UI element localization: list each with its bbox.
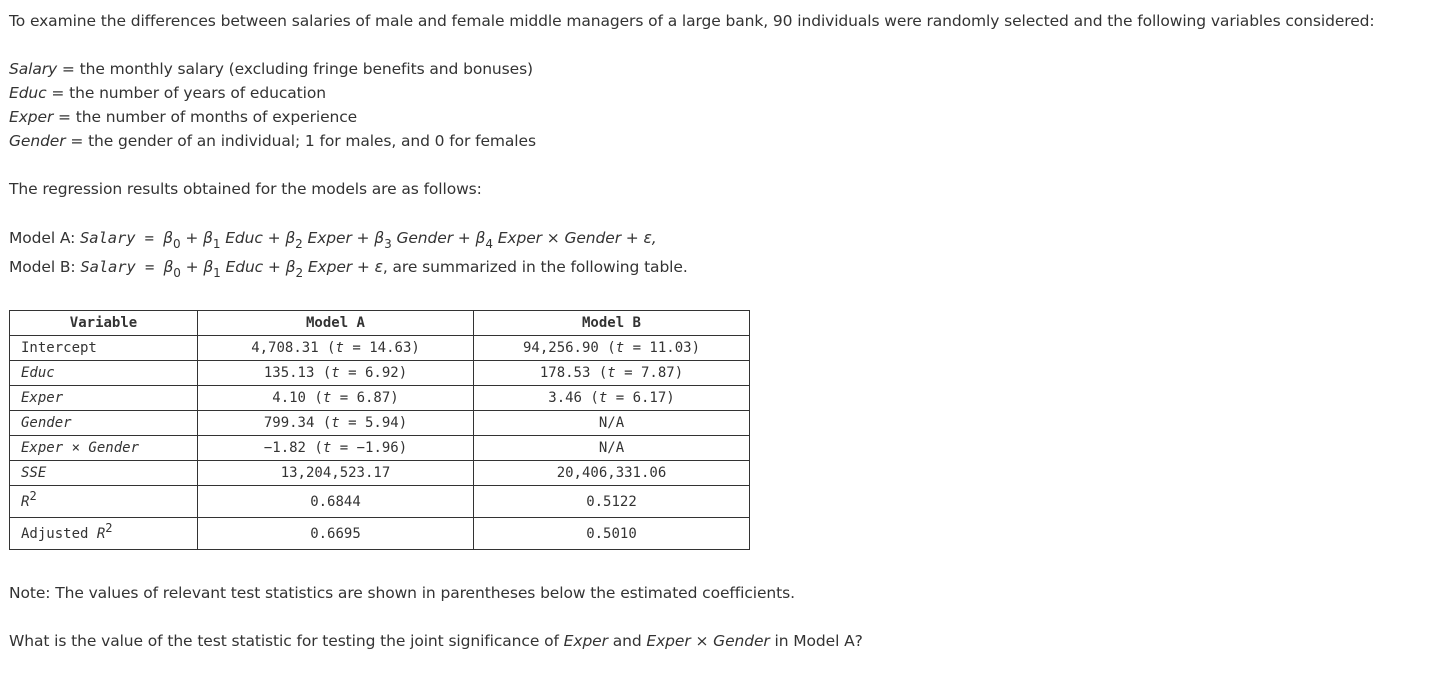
model-a-cell (198, 361, 474, 386)
coef-value: 3.46 ( (548, 390, 599, 406)
row-label: SSE (10, 461, 198, 486)
error-term: + ε, (620, 229, 657, 247)
t-value: = 6.17) (607, 390, 675, 406)
var-gender: Gender (391, 229, 453, 247)
coef-value: 4,708.31 ( (251, 340, 336, 356)
definition-exper (9, 107, 357, 127)
beta-2-sub: 2 (295, 266, 303, 280)
beta-3-sub: 3 (384, 237, 392, 251)
beta-1: + β (180, 258, 214, 276)
model-a-cell: 0.6844 (198, 486, 474, 518)
t-symbol: t (335, 340, 344, 356)
model-a-cell (198, 336, 474, 361)
model-b-cell: 0.5122 (474, 486, 750, 518)
t-value: = 7.87) (615, 365, 684, 381)
coef-value: 799.34 ( (263, 415, 332, 431)
t-symbol: t (322, 390, 332, 406)
model-lhs: Salary (80, 258, 136, 276)
question-var-2: Exper × Gender (646, 632, 770, 650)
coef-value: 4.10 ( (272, 390, 323, 406)
model-b-equation (9, 257, 688, 278)
model-b-cell (474, 361, 750, 386)
model-b-cell (474, 336, 750, 361)
table-row (10, 518, 750, 550)
beta-4: + β (452, 229, 486, 247)
table-row (10, 486, 750, 518)
coef-value: 94,256.90 ( (522, 340, 616, 356)
r-symbol: R (21, 493, 30, 510)
model-eq: = (135, 258, 164, 276)
beta-2: + β (263, 258, 296, 276)
model-b-cell: N/A (474, 411, 750, 436)
model-a-cell (198, 436, 474, 461)
definition-var: Exper (9, 108, 54, 126)
intro-paragraph: To examine the differences between salaries of male and female middle managers of a large bank, 90 individuals were randomly selected and the following variables considered: (9, 12, 1375, 30)
beta-2: + β (262, 229, 296, 247)
t-value: = 5.94) (339, 415, 408, 431)
definition-educ (9, 83, 326, 103)
coef-value: −1.82 ( (263, 440, 323, 456)
table-row (10, 461, 750, 486)
var-exper: Exper (302, 229, 352, 247)
coef-value: 178.53 ( (539, 365, 608, 381)
beta-0-sub: 0 (173, 266, 181, 280)
beta-0-sub: 0 (172, 237, 181, 251)
header-model-a: Model A (198, 311, 474, 336)
beta-0: β (163, 258, 174, 276)
label-prefix: Adjusted (21, 525, 97, 542)
model-lhs: Salary (80, 229, 136, 247)
beta-1-sub: 1 (212, 237, 221, 251)
model-a-equation (9, 228, 657, 249)
row-label: Exper (10, 386, 198, 411)
note-paragraph: Note: The values of relevant test statistics are shown in parentheses below the estimated coefficients. (9, 584, 795, 602)
regression-intro: The regression results obtained for the models are as follows: (9, 180, 482, 198)
t-value: = 6.87) (331, 390, 399, 406)
row-label (10, 486, 198, 518)
model-b-cell: 20,406,331.06 (474, 461, 750, 486)
model-b-cell: 0.5010 (474, 518, 750, 550)
definition-gender (9, 131, 536, 151)
model-a-cell: 0.6695 (198, 518, 474, 550)
beta-1: + β (180, 229, 213, 247)
var-exper: Exper (303, 258, 353, 276)
question-var-1: Exper (563, 632, 608, 650)
t-value: = 6.92) (339, 365, 408, 381)
model-prefix: Model B: (9, 258, 81, 276)
t-symbol: t (322, 440, 332, 456)
beta-1-sub: 1 (213, 266, 221, 280)
beta-0: β (163, 229, 173, 247)
definition-text: = the number of months of experience (53, 108, 358, 126)
regression-results-table (9, 310, 750, 550)
model-prefix: Model A: (9, 229, 81, 247)
question-mid: and (607, 632, 647, 650)
definition-var: Educ (9, 84, 47, 102)
definition-var: Gender (9, 132, 66, 150)
t-value: = −1.96) (331, 440, 408, 456)
table-row (10, 361, 750, 386)
table-row (10, 411, 750, 436)
model-a-cell: 13,204,523.17 (198, 461, 474, 486)
t-symbol: t (331, 365, 340, 381)
r-symbol: R (96, 525, 106, 542)
model-b-cell: N/A (474, 436, 750, 461)
row-label: Educ (10, 361, 198, 386)
model-a-cell (198, 411, 474, 436)
header-variable: Variable (10, 311, 198, 336)
beta-3: + β (351, 229, 385, 247)
var-educ: Educ (220, 229, 263, 247)
model-b-cell (474, 386, 750, 411)
question-paragraph (9, 631, 863, 651)
model-eq: = (135, 229, 164, 247)
definition-var: Salary (9, 60, 58, 78)
t-value: = 14.63) (343, 340, 420, 356)
superscript: 2 (105, 520, 113, 535)
definition-salary (9, 59, 533, 79)
table-header-row (10, 311, 750, 336)
header-model-b: Model B (474, 311, 750, 336)
question-pre: What is the value of the test statistic for testing the joint significance of (9, 632, 564, 650)
superscript: 2 (29, 488, 37, 503)
table-row (10, 386, 750, 411)
definition-text: = the number of years of education (46, 84, 326, 102)
var-exper-gender: Exper × Gender (492, 229, 621, 247)
row-label: Intercept (10, 336, 198, 361)
beta-4-sub: 4 (485, 237, 493, 251)
row-label: Exper × Gender (10, 436, 198, 461)
beta-2-sub: 2 (295, 237, 303, 251)
error-term: + ε (352, 258, 383, 276)
row-label (10, 518, 198, 550)
t-symbol: t (331, 415, 340, 431)
model-b-tail: , are summarized in the following table. (382, 258, 688, 276)
table-row (10, 436, 750, 461)
t-symbol: t (615, 340, 625, 356)
model-a-cell (198, 386, 474, 411)
t-symbol: t (607, 365, 616, 381)
definition-text: = the gender of an individual; 1 for males, and 0 for females (65, 132, 536, 150)
question-post: in Model A? (769, 632, 863, 650)
t-value: = 11.03) (624, 340, 700, 356)
definition-text: = the monthly salary (excluding fringe benefits and bonuses) (57, 60, 533, 78)
t-symbol: t (598, 390, 608, 406)
row-label: Gender (10, 411, 198, 436)
table-row (10, 336, 750, 361)
var-educ: Educ (220, 258, 264, 276)
coef-value: 135.13 ( (263, 365, 332, 381)
